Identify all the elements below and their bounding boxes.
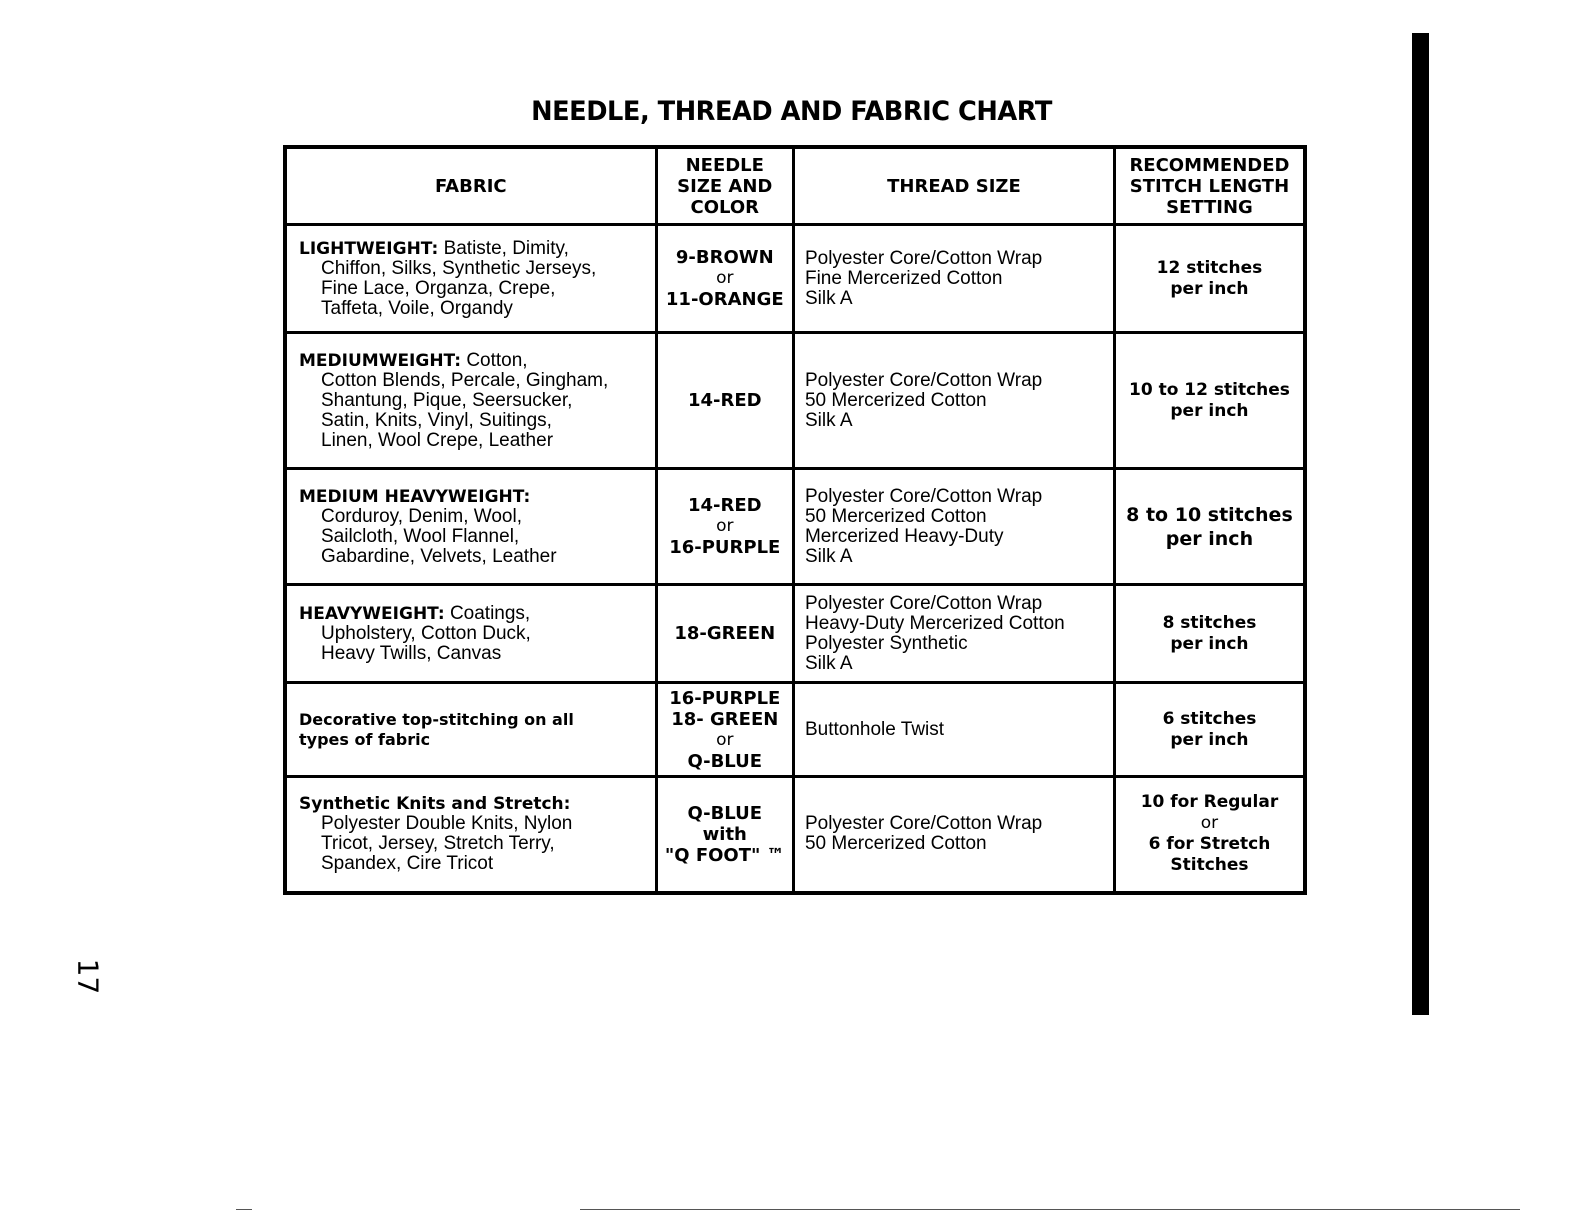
needle-size: 11-ORANGE bbox=[665, 289, 784, 310]
fabric-text: Gabardine, Velvets, Leather bbox=[321, 545, 557, 567]
fabric-text: Coatings, bbox=[449, 602, 531, 624]
table-row bbox=[285, 683, 1305, 777]
stitch-value: 10 for Regular bbox=[1140, 792, 1279, 813]
fabric-category: MEDIUMWEIGHT: bbox=[299, 350, 462, 371]
thread-option: Polyester Core/Cotton Wrap bbox=[804, 369, 1043, 391]
stitch-unit: per inch bbox=[1170, 400, 1249, 421]
page-number: 17 bbox=[71, 958, 105, 995]
stitch-value: 10 to 12 stitches bbox=[1129, 379, 1290, 400]
fabric-category: Decorative top-stitching on all bbox=[299, 709, 574, 729]
stitch-cell bbox=[1114, 777, 1305, 893]
fabric-category: HEAVYWEIGHT: bbox=[299, 603, 445, 624]
fabric-text: Tricot, Jersey, Stretch Terry, bbox=[321, 833, 555, 855]
thread-cell bbox=[793, 585, 1114, 683]
fabric-text: Satin, Knits, Vinyl, Suitings, bbox=[321, 409, 552, 431]
stitch-or: or bbox=[1200, 813, 1219, 834]
stitch-unit: per inch bbox=[1170, 729, 1249, 750]
stitch-value: 8 to 10 stitches bbox=[1126, 503, 1293, 526]
thread-option: Silk A bbox=[804, 545, 853, 567]
thread-option: Polyester Core/Cotton Wrap bbox=[804, 485, 1043, 507]
thread-option: 50 Mercerized Cotton bbox=[804, 389, 987, 411]
needle-size: 18-GREEN bbox=[674, 623, 776, 644]
stitch-cell bbox=[1114, 585, 1305, 683]
table-row bbox=[285, 469, 1305, 585]
fabric-text: Cotton Blends, Percale, Gingham, bbox=[321, 369, 609, 391]
stitch-value: 8 stitches bbox=[1162, 612, 1257, 633]
header-needle-line: COLOR bbox=[690, 196, 760, 218]
needle-size: 16-PURPLE bbox=[669, 537, 781, 558]
fabric-text: Sailcloth, Wool Flannel, bbox=[321, 525, 520, 547]
stitch-cell bbox=[1114, 683, 1305, 777]
fabric-cell bbox=[285, 777, 656, 893]
fabric-text: Linen, Wool Crepe, Leather bbox=[321, 429, 554, 451]
table-row bbox=[285, 225, 1305, 333]
needle-or: or bbox=[716, 729, 734, 750]
needle-size: 14-RED bbox=[687, 390, 762, 411]
fabric-text: Batiste, Dimity, bbox=[443, 237, 569, 259]
header-needle-line: NEEDLE bbox=[685, 154, 764, 176]
needle-size: Q-BLUE bbox=[687, 750, 763, 772]
fabric-text: Chiffon, Silks, Synthetic Jerseys, bbox=[321, 257, 597, 279]
thread-cell bbox=[793, 225, 1114, 333]
table-row bbox=[285, 333, 1305, 469]
thread-option: Polyester Core/Cotton Wrap bbox=[804, 592, 1043, 614]
fabric-cell bbox=[285, 333, 656, 469]
needle-cell bbox=[656, 777, 793, 893]
stitch-value: 6 stitches bbox=[1162, 708, 1257, 729]
fabric-text: Spandex, Cire Tricot bbox=[321, 853, 494, 875]
header-stitch-line: RECOMMENDED bbox=[1129, 154, 1290, 176]
fabric-text: Cotton, bbox=[466, 349, 528, 371]
needle-or: or bbox=[716, 268, 734, 288]
thread-cell bbox=[793, 777, 1114, 893]
header-row bbox=[285, 147, 1305, 225]
thread-option: Polyester Core/Cotton Wrap bbox=[804, 813, 1043, 835]
fabric-text: Fine Lace, Organza, Crepe, bbox=[321, 277, 556, 299]
needle-foot: "Q FOOT" ™ bbox=[664, 844, 785, 866]
header-needle bbox=[656, 147, 793, 225]
fabric-text: Shantung, Pique, Seersucker, bbox=[321, 389, 573, 411]
footer-rule-left bbox=[236, 1209, 252, 1210]
needle-size: 16-PURPLE bbox=[669, 687, 781, 709]
stitch-value: 6 for Stretch bbox=[1148, 834, 1271, 855]
thread-cell bbox=[793, 469, 1114, 585]
stitch-cell bbox=[1114, 469, 1305, 585]
needle-or: or bbox=[716, 516, 734, 536]
fabric-cell bbox=[285, 225, 656, 333]
thread-cell bbox=[793, 683, 1114, 777]
thread-option: Silk A bbox=[804, 409, 853, 431]
fabric-cell bbox=[285, 683, 656, 777]
stitch-unit: per inch bbox=[1170, 278, 1249, 299]
table-row bbox=[285, 777, 1305, 893]
fabric-category: Synthetic Knits and Stretch: bbox=[299, 794, 571, 815]
thread-option: Polyester Core/Cotton Wrap bbox=[804, 247, 1043, 269]
header-thread: THREAD SIZE bbox=[793, 147, 1114, 225]
stitch-cell bbox=[1114, 225, 1305, 333]
fabric-cell bbox=[285, 469, 656, 585]
header-stitch-line: SETTING bbox=[1166, 196, 1253, 218]
stitch-unit: Stitches bbox=[1170, 855, 1249, 876]
needle-cell bbox=[656, 683, 793, 777]
fabric-cell bbox=[285, 585, 656, 683]
header-needle-line: SIZE AND bbox=[677, 175, 773, 197]
thread-cell bbox=[793, 333, 1114, 469]
needle-thread-fabric-table bbox=[283, 145, 1307, 895]
thread-option: 50 Mercerized Cotton bbox=[804, 505, 987, 527]
header-stitch-line: STITCH LENGTH bbox=[1129, 175, 1290, 197]
thread-option: Silk A bbox=[804, 287, 853, 309]
needle-cell bbox=[656, 585, 793, 683]
thread-option: Heavy-Duty Mercerized Cotton bbox=[804, 612, 1065, 634]
thread-option: 50 Mercerized Cotton bbox=[804, 833, 987, 855]
fabric-category: MEDIUM HEAVYWEIGHT: bbox=[299, 486, 531, 507]
fabric-text: Corduroy, Denim, Wool, bbox=[321, 505, 522, 527]
fabric-category: LIGHTWEIGHT: bbox=[299, 238, 439, 259]
fabric-text: types of fabric bbox=[299, 729, 431, 749]
header-fabric: FABRIC bbox=[285, 147, 656, 225]
needle-cell bbox=[656, 225, 793, 333]
needle-size: 14-RED bbox=[687, 495, 762, 516]
needle-size: 18- GREEN bbox=[671, 708, 779, 730]
stitch-unit: per inch bbox=[1165, 527, 1254, 550]
thread-option: Silk A bbox=[804, 652, 853, 674]
needle-size: 9-BROWN bbox=[675, 247, 774, 268]
stitch-unit: per inch bbox=[1170, 633, 1249, 654]
needle-size: Q-BLUE bbox=[687, 802, 763, 824]
fabric-text: Taffeta, Voile, Organdy bbox=[321, 297, 513, 319]
thread-option: Polyester Synthetic bbox=[804, 632, 968, 654]
thread-option: Buttonhole Twist bbox=[804, 718, 945, 740]
fabric-text: Heavy Twills, Canvas bbox=[321, 642, 502, 664]
stitch-cell bbox=[1114, 333, 1305, 469]
fabric-text: Polyester Double Knits, Nylon bbox=[321, 813, 573, 835]
header-stitch bbox=[1114, 147, 1305, 225]
needle-cell bbox=[656, 333, 793, 469]
table-row bbox=[285, 585, 1305, 683]
chart-title: NEEDLE, THREAD AND FABRIC CHART bbox=[531, 96, 1052, 127]
needle-with: with bbox=[702, 823, 747, 845]
fabric-text: Upholstery, Cotton Duck, bbox=[321, 622, 531, 644]
needle-cell bbox=[656, 469, 793, 585]
page-edge-bar bbox=[1412, 33, 1429, 1015]
thread-option: Mercerized Heavy-Duty bbox=[804, 525, 1004, 547]
thread-option: Fine Mercerized Cotton bbox=[804, 267, 1003, 289]
stitch-value: 12 stitches bbox=[1156, 257, 1263, 278]
footer-rule-right bbox=[580, 1209, 1520, 1210]
